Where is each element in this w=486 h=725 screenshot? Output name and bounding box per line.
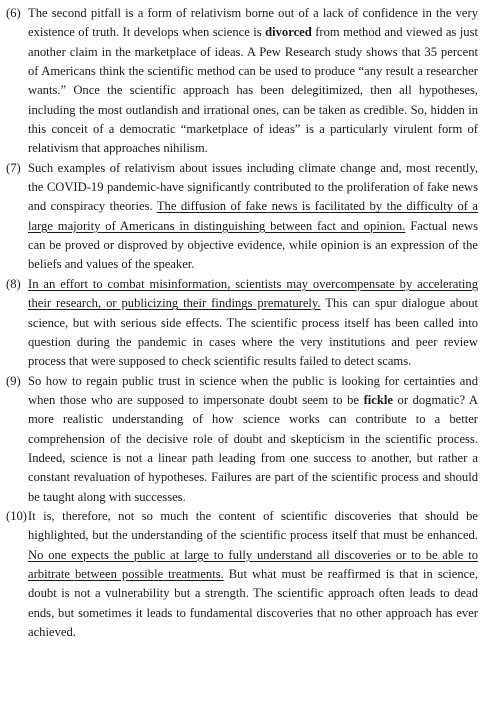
bold-term-divorced: divorced [265, 25, 312, 40]
paragraph-text [28, 159, 478, 275]
paragraph-number: (8) [6, 276, 21, 291]
paragraph-6 [6, 4, 478, 159]
text-segment: from method and viewed as just another claim in the marketplace of ideas. A Pew Research study shows that 35 percent of Americans think the scientific method can be used to produce “any result a researcher wants.” Once the scientific approach has been delegitimized, then all hypotheses, including the most outlandish and irrational ones, can be taken as credible. So, hidden in this conceit of a democratic “marketplace of ideas” is a particularly virulent form of relativism that approaches nihilism. [28, 25, 478, 156]
underlined-sentence: In an effort to combat misinformation, scientists may overcompensate by accelerating their research, or publicizing their findings prematurely. [28, 276, 478, 311]
paragraph-7 [6, 159, 478, 275]
paragraph-text [28, 4, 478, 159]
bold-term-fickle: fickle [363, 392, 393, 407]
paragraph-8 [6, 275, 478, 372]
paragraph-number: (9) [6, 373, 21, 388]
paragraph-number: (7) [6, 160, 21, 175]
paragraph-9 [6, 372, 478, 507]
paragraph-text [28, 275, 478, 372]
text-segment: This can spur dialogue about science, but with serious side effects. The scientific process itself has been called into question during the pandemic in cases where the very institutions and peer review process that were supposed to check scientific results failed to detect scams. [28, 296, 478, 369]
underlined-sentence: No one expects the public at large to fully understand all discoveries or to be able to arbitrate between possible treatments. [28, 547, 478, 581]
text-segment: Factual news can be proved or disproved by objective evidence, while opinion is an expression of the beliefs and values of the speaker. [28, 218, 478, 272]
underlined-sentence: The diffusion of fake news is facilitated by the difficulty of a large majority of Americans in distinguishing between fact and opinion. [28, 199, 478, 233]
text-segment: So how to regain public trust in science when the public is looking for certainties and when those who are supposed to impersonate doubt seem to be [28, 373, 478, 407]
paragraph-10 [6, 507, 478, 642]
paragraph-text [28, 507, 478, 642]
text-segment: The second pitfall is a form of relativism borne out of a lack of confidence in the very existence of truth. It develops when science is [28, 6, 478, 40]
paragraph-number: (10) [6, 508, 27, 523]
paragraph-number: (6) [6, 6, 21, 20]
text-segment: or dogmatic? A more realistic understanding of how science works can contribute to a better comprehension of the decisive role of doubt and skepticism in the scientific process. Indeed, science is not a linear path leading from one success to another, but rather a constant revaluation of hypotheses. Failures are part of the scientific process and should be taught along with successes. [28, 392, 478, 504]
text-segment: Such examples of relativism about issues including climate change and, most recently, the COVID-19 pandemic-have significantly contributed to the proliferation of fake news and conspiracy theories. [28, 160, 478, 214]
text-segment: It is, therefore, not so much the content of scientific discoveries that should be highlighted, but the understanding of the scientific process itself that must be enhanced. [28, 508, 478, 543]
text-segment: But what must be reaffirmed is that in science, doubt is not a vulnerability but a strength. The scientific approach often leads to dead ends, but sometimes it leads to fundamental discoveries that no other approach has ever achieved. [28, 566, 478, 639]
paragraph-text [28, 372, 478, 507]
